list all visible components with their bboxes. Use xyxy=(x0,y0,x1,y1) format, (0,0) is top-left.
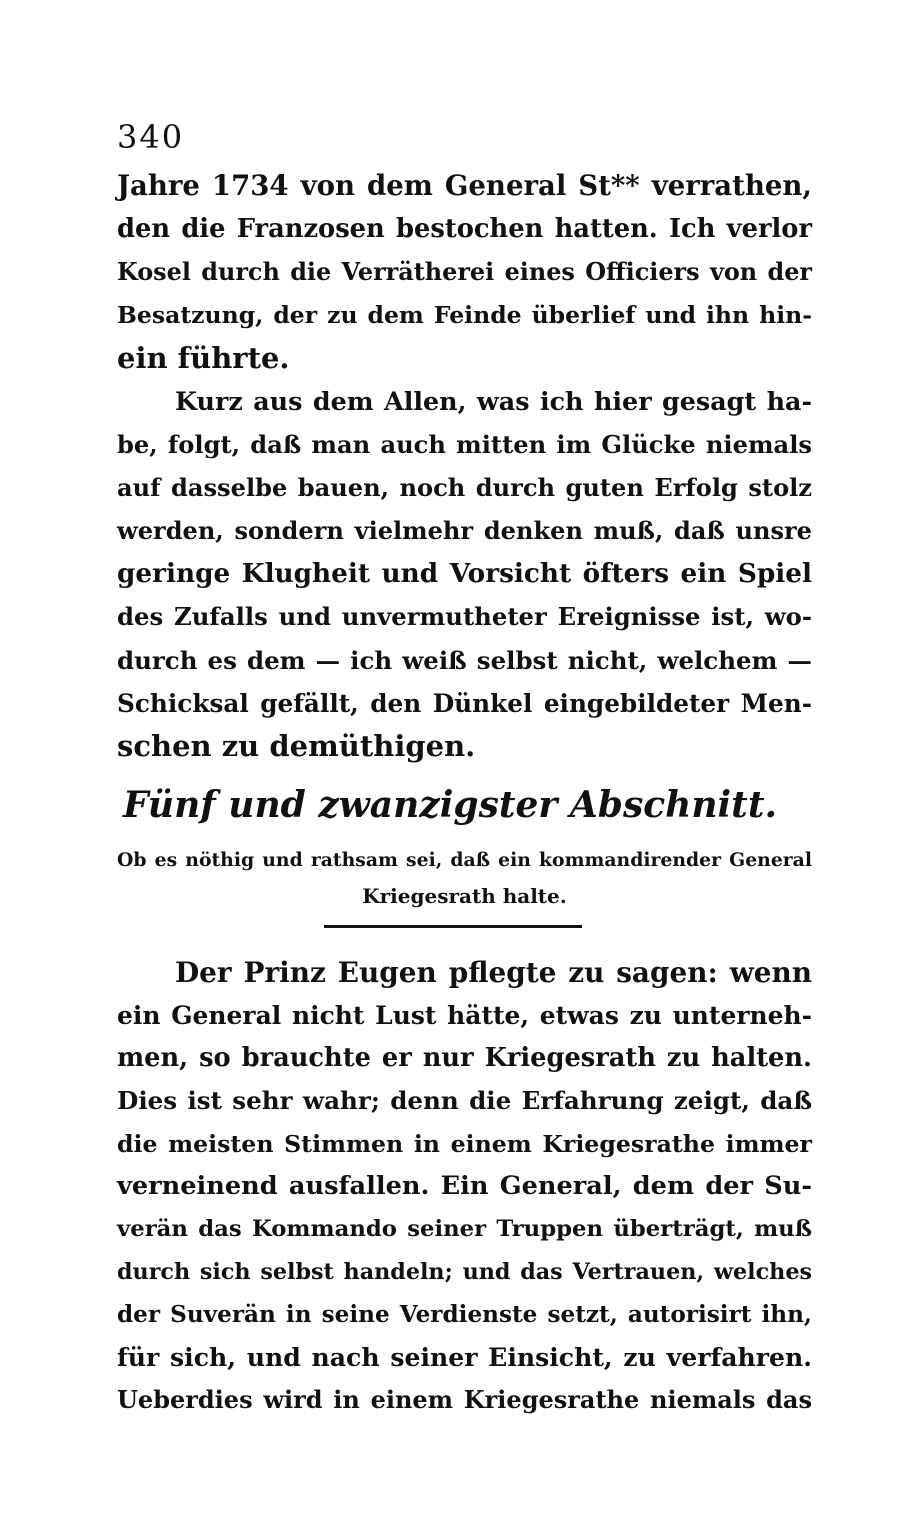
text-line: men, so brauchte er nur Kriegesrath zu halten. xyxy=(117,1043,812,1074)
subtitle-line: Kriegesrath halte. xyxy=(362,884,567,908)
text-line: Ueberdies wird in einem Kriegesrathe niemals das xyxy=(117,1384,812,1414)
text-line: der Suverän in seine Verdienste setzt, autorisirt ihn, xyxy=(117,1300,812,1328)
text-line: Dies ist sehr wahr; denn die Erfahrung zeigt, daß xyxy=(117,1086,812,1116)
text-line: be, folgt, daß man auch mitten im Glücke niemals xyxy=(117,430,812,460)
text-line: verneinend ausfallen. Ein General, dem der Su- xyxy=(117,1171,812,1202)
text-line: des Zufalls und unvermutheter Ereignisse ist, wo- xyxy=(117,602,812,632)
chapter-title: Fünf und zwanzigster Abschnitt. xyxy=(123,784,777,826)
paragraph-1 xyxy=(117,165,812,380)
text-line: Besatzung, der zu dem Feinde überlief und ihn hin- xyxy=(117,301,812,329)
text-line: Jahre 1734 von dem General St** verrathen, xyxy=(117,170,812,202)
text-line: für sich, und nach seiner Einsicht, zu verfahren. xyxy=(117,1342,812,1373)
text-line: die meisten Stimmen in einem Kriegesrathe immer xyxy=(117,1129,812,1158)
text-line: den die Franzosen bestochen hatten. Ich verlor xyxy=(117,214,812,244)
text-line: Kurz aus dem Allen, was ich hier gesagt ha- xyxy=(175,386,812,416)
subtitle-line: Ob es nöthig und rathsam sei, daß ein kommandirender General xyxy=(117,849,812,871)
text-line: durch es dem — ich weiß selbst nicht, welchem — xyxy=(117,645,812,675)
section-divider xyxy=(324,925,582,928)
text-line: durch sich selbst handeln; und das Vertrauen, welches xyxy=(117,1258,812,1285)
text-line: werden, sondern vielmehr denken muß, daß unsre xyxy=(117,516,812,546)
text-line: Schicksal gefällt, den Dünkel eingebildeter Men- xyxy=(117,688,812,718)
text-line: ein General nicht Lust hätte, etwas zu unterneh- xyxy=(117,1000,812,1030)
text-line: schen zu demüthigen. xyxy=(117,728,476,763)
text-line: Kosel durch die Verrätherei eines Officiers von der xyxy=(117,258,812,286)
chapter-paragraph xyxy=(117,952,812,1422)
text-line: geringe Klugheit und Vorsicht öfters ein Spiel xyxy=(117,558,812,590)
text-line: auf dasselbe bauen, noch durch guten Erfolg stolz xyxy=(117,473,812,503)
page-number: 340 xyxy=(117,118,185,156)
chapter-subtitle xyxy=(117,842,812,914)
text-line: ein führte. xyxy=(117,341,290,375)
text-line: verän das Kommando seiner Truppen überträgt, muß xyxy=(117,1216,812,1243)
text-line: Der Prinz Eugen pflegte zu sagen: wenn xyxy=(175,956,812,989)
paragraph-2 xyxy=(117,380,812,768)
